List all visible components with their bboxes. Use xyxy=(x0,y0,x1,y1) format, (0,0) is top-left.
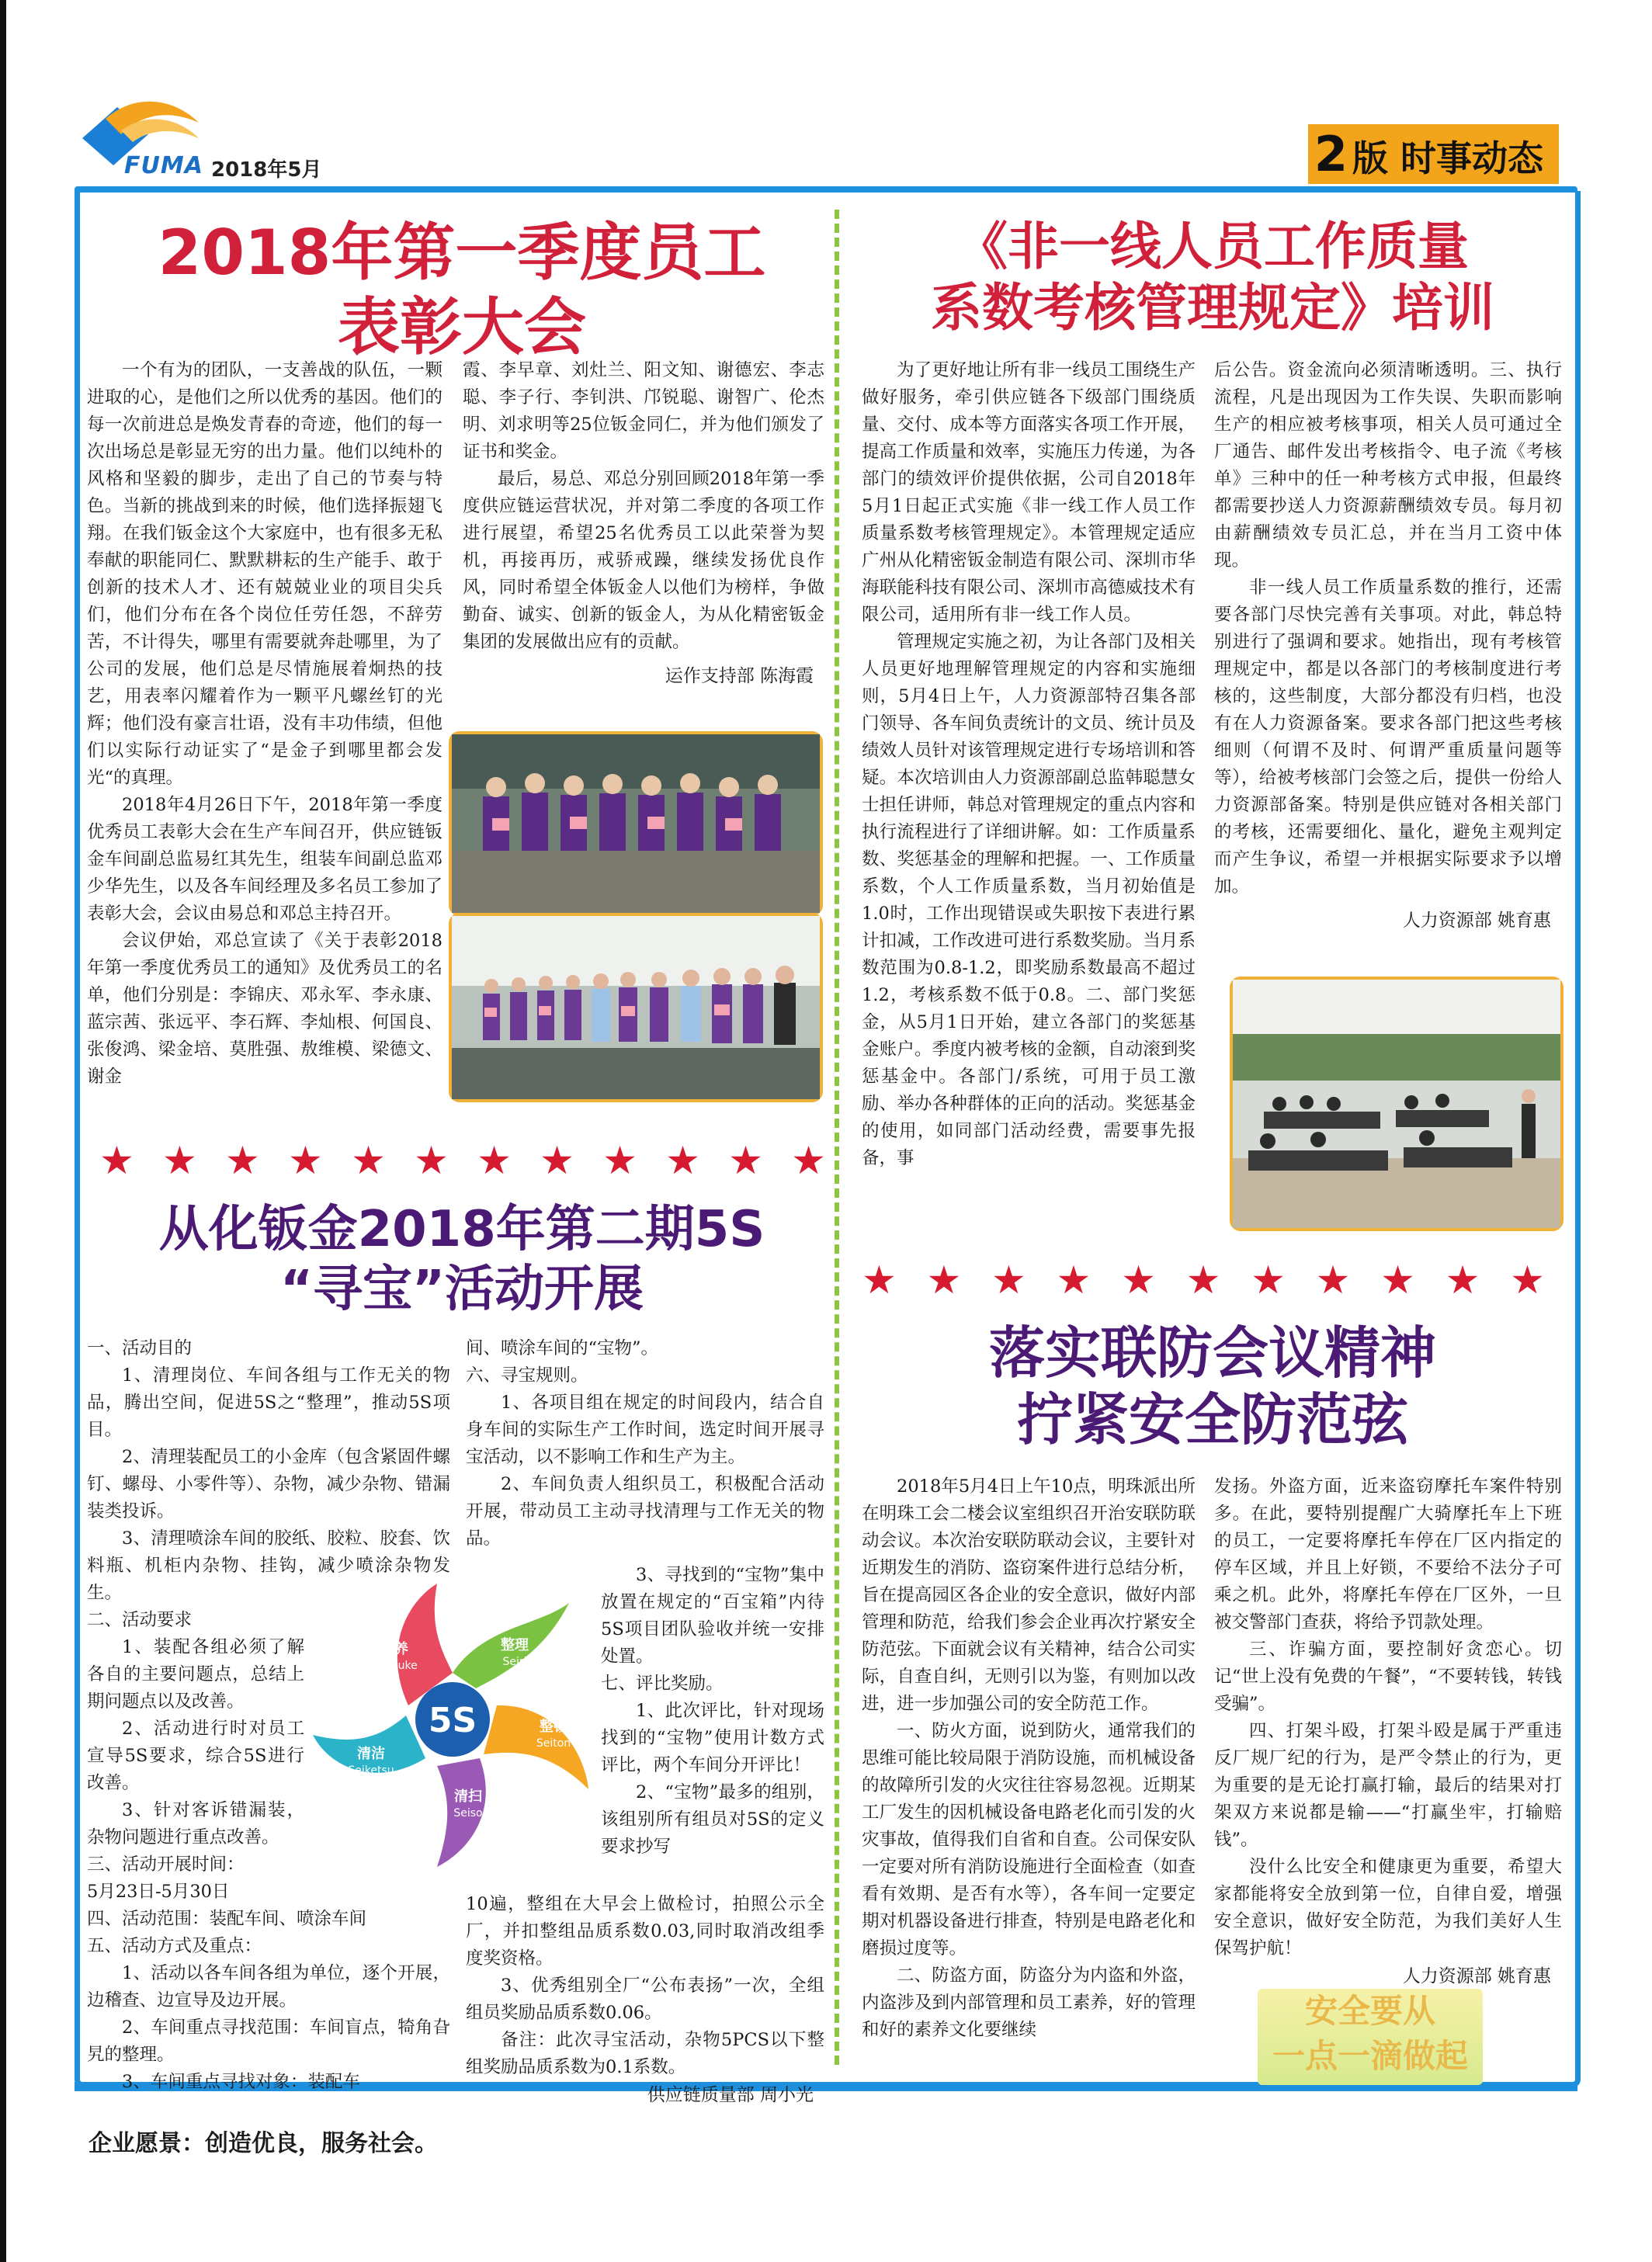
article2-column2 xyxy=(1214,357,1562,970)
wheel-center-label: 5S xyxy=(428,1701,477,1740)
article2-column1 xyxy=(862,357,1196,1250)
wheel-label: 清洁 xyxy=(357,1746,385,1762)
article1-column2 xyxy=(463,357,824,686)
article2-title-line1: 《非一线人员工作质量 xyxy=(956,217,1469,276)
article3-line: 间、喷涂车间的“宝物”。 xyxy=(466,1338,659,1358)
wheel-label: Shitsuke xyxy=(371,1660,418,1672)
page-number: 2 xyxy=(1314,126,1348,182)
star-icon: ★ xyxy=(99,1138,134,1183)
star-icon: ★ xyxy=(791,1138,826,1183)
star-icon: ★ xyxy=(477,1138,512,1183)
article4-column2 xyxy=(1214,1473,1562,1986)
5s-wheel-diagram xyxy=(309,1576,596,1863)
article3-line: 1、清理岗位、车间各组与工作无关的物品，腾出空间，促进5S之“整理”，推动5S项目。 xyxy=(87,1365,450,1440)
logo-text: FUMA xyxy=(124,152,203,179)
article3-byline: 供应链质量部 周小光 xyxy=(647,2085,814,2105)
star-icon: ★ xyxy=(288,1138,323,1183)
article3-line: 五、活动方式及重点： xyxy=(87,1936,262,1956)
article4-paragraph: 四、打架斗殴，打架斗殴是属于严重违反厂规厂纪的行为，是严令禁止的行为，更为重要的是无论打赢打输，最后的结果对打架双方来说都是输——“打赢坐牢，打输赔钱”。 xyxy=(1214,1721,1562,1850)
star-icon: ★ xyxy=(1380,1258,1415,1303)
article3-line: 七、评比奖励。 xyxy=(601,1674,724,1694)
article3-title xyxy=(93,1200,831,1320)
star-icon: ★ xyxy=(1315,1258,1351,1303)
wheel-label: 素养 xyxy=(380,1641,408,1657)
article3-column2-top xyxy=(466,1335,824,1560)
article3-line: 3、清理喷涂车间的胶纸、胶粒、胶套、饮料瓶、机柜内杂物、挂钩，减少喷涂杂物发生。 xyxy=(87,1528,450,1603)
article3-line: 2、活动进行时对员工宣导5S要求，综合5S进行改善。 xyxy=(87,1719,304,1793)
article3-line: 3、优秀组别全厂“公布表扬”一次，全组组员奖励品质系数0.06。 xyxy=(466,1976,824,2023)
decorative-stars-left xyxy=(99,1138,826,1183)
article3-line: 1、装配各组必须了解各自的主要问题点，总结上期问题点以及改善。 xyxy=(87,1637,304,1712)
article4-paragraph: 2018年5月4日上午10点，明珠派出所在明珠工会二楼会议室组织召开治安联防联动会议。本次治安联防联动会议，主要针对近期发生的消防、盗窃案件进行总结分析，旨在提高园区各企业的安全意识，做好内部管理和防范，给我们参会企业再次拧紧安全防范弦。下面就会议有关精神，结合公司实际，自查自纠，无则引以为鉴，有则加以改进，进一步加强公司的安全防范工作。 xyxy=(862,1476,1196,1714)
article3-line: 1、此次评比，针对现场找到的“宝物”使用计数方式评比，两个车间分开评比！ xyxy=(601,1701,824,1775)
safety-slogan-line2: 一点一滴做起 xyxy=(1272,2037,1468,2075)
article1-paragraph: 2018年4月26日下午，2018年第一季度优秀员工表彰大会在生产车间召开，供应链钣金车间副总监易红其先生，组装车间副总监邓少华先生，以及各车间经理及多名员工参加了表彰大会，会议由易总和邓总主持召开。 xyxy=(87,795,442,924)
article3-line: 1、各项目组在规定的时间段内，结合自身车间的实际生产工作时间，选定时间开展寻宝活动，以不影响工作和生产为主。 xyxy=(466,1393,824,1467)
article3-line: 一、活动目的 xyxy=(87,1338,193,1358)
article3-column2-right xyxy=(601,1562,824,1888)
article3-line: 六、寻宝规则。 xyxy=(466,1365,588,1386)
article3-line: 2、清理装配员工的小金库（包含紧固件螺钉、螺母、小零件等）、杂物，减少杂物、错漏装类投诉。 xyxy=(87,1447,450,1521)
wheel-label: 整顿 xyxy=(540,1719,567,1735)
article3-line: 二、活动要求 xyxy=(87,1610,193,1630)
article1-paragraph: 霞、李早章、刘灶兰、阳文知、谢德宏、李志聪、李子行、李钊洪、邝锐聪、谢智广、伦杰明、刘求明等25位钣金同仁，并为他们颁发了证书和奖金。 xyxy=(463,360,824,462)
article3-line: 2、车间负责人组织员工，积极配合活动开展，带动员工主动寻找清理与工作无关的物品。 xyxy=(466,1474,824,1549)
section-header xyxy=(1308,124,1559,184)
article4-column1 xyxy=(862,1473,1196,2079)
footer-motto: 企业愿景：创造优良，服务社会。 xyxy=(88,2130,438,2157)
article2-title xyxy=(848,216,1577,338)
wheel-label: Seiton xyxy=(536,1737,571,1750)
star-icon: ★ xyxy=(1056,1258,1092,1303)
safety-slogan-line1: 安全要从 xyxy=(1304,1992,1435,2030)
page-edge-bar xyxy=(0,0,6,2262)
article3-title-line1: 从化钣金2018年第二期5S xyxy=(158,1201,765,1258)
article2-paragraph: 为了更好地让所有非一线员工围绕生产做好服务，牵引供应链各下级部门围绕质量、交付、成本等方面落实各项工作开展，提高工作质量和效率，实施压力传递，为各部门的绩效评价提供依据，公司自2018年5月1日起正式实施《非一线工作人员工作质量系数考核管理规定》。本管理规定适应广州从化精密钣金制造有限公司、深圳市华海联能科技有限公司、深圳市高德威技术有限公司，适用所有非一线工作人员。 xyxy=(862,360,1196,625)
star-icon: ★ xyxy=(728,1138,763,1183)
article3-line: 2、“宝物”最多的组别，该组别所有组员对5S的定义要求抄写 xyxy=(601,1782,824,1857)
article4-byline: 人力资源部 姚育惠 xyxy=(1402,1966,1551,1986)
wheel-label: 清扫 xyxy=(454,1788,482,1805)
article1-byline: 运作支持部 陈海霞 xyxy=(665,666,814,686)
article4-title xyxy=(848,1320,1577,1454)
article4-paragraph: 没什么比安全和健康更为重要，希望大家都能将安全放到第一位，自律自爱，增强安全意识，做好安全防范，为我们美好人生保驾护航！ xyxy=(1214,1857,1562,1958)
article2-paragraph: 管理规定实施之初，为让各部门及相关人员更好地理解管理规定的内容和实施细则，5月4日上午，人力资源部特召集各部门领导、各车间负责统计的文员、统计员及绩效人员针对该管理规定进行专场培训和答疑。本次培训由人力资源部副总监韩聪慧女士担任讲师，韩总对管理规定的重点内容和执行流程进行了详细讲解。如：工作质量系数、奖惩基金的理解和把握。一、工作质量系数，个人工作质量系数，当月初始值是1.0时，工作出现错误或失职按下表进行累计扣减，工作改进可进行系数奖励。当月系数范围为0.8-1.2，即奖励系数最高不超过1.2，考核系数不低于0.8。二、部门奖惩金，从5月1日开始，建立各部门的奖惩基金账户。季度内被考核的金额，自动滚到奖惩基金中。各部门/系统，可用于员工激励、举办各种群体的正向的活动。奖惩基金的使用，如同部门活动经费，需要事先报备，事 xyxy=(862,632,1196,1168)
wheel-label: Seiketsu xyxy=(348,1764,394,1777)
article4-paragraph: 三、诈骗方面，要控制好贪恋心。切记“世上没有免费的午餐”，“不要转钱，转钱受骗”。 xyxy=(1214,1639,1562,1714)
issue-date: 2018年5月 xyxy=(211,158,322,182)
article1-paragraph: 一个有为的团队，一支善战的队伍，一颗进取的心，是他们之所以优秀的基因。他们的每一次前进总是焕发青春的奇迹，他们的每一次出场总是彰显无穷的出力量。他们以纯朴的风格和坚毅的脚步，走出了自己的节奏与特色。当新的挑战到来的时候，他们选择振翅飞翔。在我们钣金这个大家庭中，也有很多无私奉献的职能同仁、默默耕耘的生产能手、敢于创新的技术人才、还有兢兢业业的项目尖兵们，他们分布在各个岗位任劳任怨，不辞劳苦，不计得失，哪里有需要就奔赴哪里，为了公司的发展，他们总是尽情施展着炯热的技艺，用表率闪耀着作为一颗平凡螺丝钉的光辉；他们没有豪言壮语，没有丰功伟绩，但他们以实际行动证实了“是金子到哪里都会发光“的真理。 xyxy=(87,360,442,788)
section-label: 版 时事动态 xyxy=(1352,137,1543,179)
star-icon: ★ xyxy=(162,1138,197,1183)
wheel-label: 整理 xyxy=(501,1637,529,1653)
article3-title-line2: “寻宝”活动开展 xyxy=(279,1260,644,1318)
article3-line: 10遍，整组在大早会上做检讨，拍照公示全厂，并扣整组品质系数0.03,同时取消改组季度奖资格。 xyxy=(466,1894,824,1969)
star-icon: ★ xyxy=(351,1138,386,1183)
line-of-award-recipients xyxy=(449,913,823,1102)
article1-title xyxy=(93,216,831,365)
article2-paragraph: 后公告。资金流向必须清晰透明。三、执行流程，凡是出现因为工作失误、失职而影响生产的相应被考核事项，相关人员可通过全厂通告、邮件发出考核指令、电子流《考核单》三种中的任一种考核方式申报，但最终都需要抄送人力资源薪酬绩效专员。每月初由薪酬绩效专员汇总，并在当月工资中体现。 xyxy=(1214,360,1562,571)
star-icon: ★ xyxy=(1251,1258,1286,1303)
article4-paragraph: 一、防火方面，说到防火，通常我们的思维可能比较局限于消防设施，而机械设备的故障所引发的火灾往往容易忽视。近期某工厂发生的因机械设备电路老化而引发的火灾事故，值得我们自省和自查。公司保安队一定要对所有消防设施进行全面检查（如查看有效期、是否有水等），各车间一定要定期对机器设备进行排查，特别是电路老化和磨损过度等。 xyxy=(862,1721,1196,1958)
article1-column1 xyxy=(87,357,442,1118)
star-icon: ★ xyxy=(414,1138,449,1183)
star-icon: ★ xyxy=(665,1138,700,1183)
article3-line: 3、车间重点寻找对象：装配车 xyxy=(122,2072,360,2092)
article2-title-line2: 系数考核管理规定》培训 xyxy=(931,278,1494,338)
article1-title-line2: 表彰大会 xyxy=(338,291,586,363)
star-icon: ★ xyxy=(1185,1258,1221,1303)
article1-paragraph: 会议伊始，邓总宣读了《关于表彰2018年第一季度优秀员工的通知》及优秀员工的名单，他们分别是：李锦庆、邓永军、李永康、蓝宗茜、张远平、李石辉、李灿根、何国良、张俊鸿、梁金培、莫胜强、敖维模、梁德文、谢金 xyxy=(87,931,442,1087)
wheel-label: Seiso xyxy=(453,1807,483,1820)
star-icon: ★ xyxy=(862,1258,897,1303)
article3-line: 5月23日-5月30日 xyxy=(87,1882,230,1902)
article3-line: 备注：此次寻宝活动，杂物5PCS以下整组奖励品质系数为0.1系数。 xyxy=(466,2030,824,2077)
article4-paragraph: 发扬。外盗方面，近来盗窃摩托车案件特别多。在此，要特别提醒广大骑摩托车上下班的员工，一定要将摩托车停在厂区内指定的停车区域，并且上好锁，不要给不法分子可乘之机。此外，将摩托车停在厂区外，一旦被交警部门查获，将给予罚款处理。 xyxy=(1214,1476,1562,1632)
star-icon: ★ xyxy=(1445,1258,1480,1303)
group-photo-award-winners xyxy=(449,731,823,916)
article2-byline: 人力资源部 姚育惠 xyxy=(1402,911,1551,931)
wheel-label: Seiri xyxy=(502,1656,527,1668)
star-icon: ★ xyxy=(1121,1258,1156,1303)
article4-title-line2: 拧紧安全防范弦 xyxy=(1016,1387,1408,1453)
star-icon: ★ xyxy=(225,1138,260,1183)
article4-paragraph: 二、防盗方面，防盗分为内盗和外盗，内盗涉及到内部管理和员工素养，好的管理和好的素养文化要继续 xyxy=(862,1965,1196,2040)
star-icon: ★ xyxy=(1510,1258,1545,1303)
star-icon: ★ xyxy=(991,1258,1026,1303)
training-meeting-room xyxy=(1230,977,1564,1231)
star-icon: ★ xyxy=(926,1258,962,1303)
article2-paragraph: 非一线人员工作质量系数的推行，还需要各部门尽快完善有关事项。对此，韩总特别进行了强调和要求。她指出，现有考核管理规定中，都是以各部门的考核制度进行考核的，这些制度，大部分都没有归档，也没有在人力资源备案。要求各部门把这些考核细则（何谓不及时、何谓严重质量问题等等），给被考核部门会签之后，提供一份给人力资源部备案。特别是供应链对各相关部门的考核，还需要细化、量化，避免主观判定而产生争议，希望一并根据实际要求予以增加。 xyxy=(1214,578,1562,897)
article3-column2-bottom xyxy=(466,1891,824,2105)
article1-paragraph: 最后，易总、邓总分别回顾2018年第一季度供应链运营状况，并对第二季度的各项工作进行展望，希望25名优秀员工以此荣誉为契机，再接再历，戒骄戒躁，继续发扬优良作风，同时希望全体钣金人以他们为榜样，争做勤奋、诚实、创新的钣金人，为从化精密钣金集团的发展做出应有的贡献。 xyxy=(463,469,824,652)
article3-line: 3、寻找到的“宝物”集中放置在规定的“百宝箱”内待5S项目团队验收并统一安排处置。 xyxy=(601,1565,824,1667)
star-icon: ★ xyxy=(602,1138,637,1183)
article3-line: 3、针对客诉错漏装，杂物问题进行重点改善。 xyxy=(87,1800,304,1847)
star-icon: ★ xyxy=(540,1138,574,1183)
article3-line: 1、活动以各车间各组为单位，逐个开展，边稽查、边宣导及边开展。 xyxy=(87,1963,450,2010)
safety-slogan-banner xyxy=(1258,1989,1483,2085)
article4-title-line1: 落实联防会议精神 xyxy=(988,1320,1436,1386)
decorative-stars-right xyxy=(862,1258,1545,1303)
article3-line: 四、活动范围：装配车间、喷涂车间 xyxy=(87,1909,367,1929)
article3-line: 2、车间重点寻找范围：车间盲点，犄角旮旯的整理。 xyxy=(87,2017,450,2065)
article1-title-line1: 2018年第一季度员工 xyxy=(158,217,766,289)
column-divider xyxy=(835,210,839,2065)
article3-line: 三、活动开展时间： xyxy=(87,1854,245,1875)
